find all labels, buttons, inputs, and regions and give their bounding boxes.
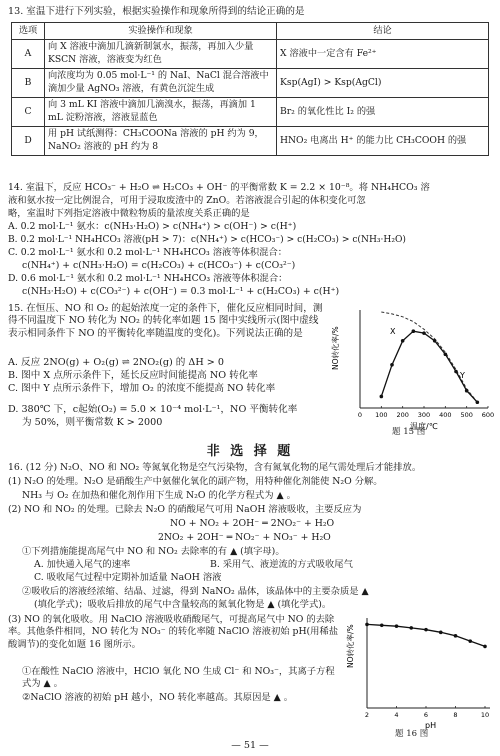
q16-xlabel: pH [425, 721, 437, 730]
q16-caption: 题 16 图 [395, 729, 429, 739]
q14-option-d: D. 0.6 mol·L⁻¹ 氨水和 0.2 mol·L⁻¹ NH₄HCO₃ 溶液等体积混合： [8, 273, 288, 284]
q16-sub1-option-a: A. 加快通入尾气的速率 [34, 559, 131, 570]
q16-ylabel: NO转化率/% [346, 624, 355, 668]
q16-x-tick-label: 6 [423, 711, 429, 719]
q14-stem-line2: 液和氨水按一定比例混合，可用于浸取废渣中的 ZnO。若溶液混合引起的体积变化可忽 [8, 195, 366, 206]
q15-data-point [390, 363, 394, 367]
q13-row-c-option: C [12, 98, 45, 127]
q16-data-point [395, 624, 399, 628]
q14-option-a: A. 0.2 mol·L⁻¹ 氨水：c(NH₃·H₂O) > c(NH₄⁺) > c(OH⁻) > c(H⁺) [8, 221, 297, 232]
q15-x-tick-label: 300 [417, 411, 431, 419]
q15-data-point [380, 395, 384, 399]
q15-stem: 15. 在恒压、NO 和 O₂ 的起始浓度一定的条件下，催化反应相同时间，测得不同温度下 NO 转化为 NO₂ 的转化率如题 15 图中实线所示(图中虚线表示相同条件下 NO 的平衡转化率随温度的变化)。下列说法正确的是 [8, 303, 323, 339]
q16-part1-line1: (1) N₂O 的处理。N₂O 是硝酸生产中氨催化氧化的副产物，用特种催化剂能使 N₂O 分解。 [8, 476, 383, 487]
q13-header-operation: 实验操作和现象 [45, 23, 277, 40]
q16-sub1: ①下列措施能提高尾气中 NO 和 NO₂ 去除率的有 ▲ (填字母)。 [22, 546, 285, 557]
q13-row-b [12, 69, 489, 98]
q13-row-c-operation: 向 3 mL KI 溶液中滴加几滴溴水，振荡，再滴加 1 mL 淀粉溶液，溶液显蓝色 [45, 98, 277, 127]
q15-point-x-label: X [390, 327, 396, 336]
page-number: — 51 — [231, 740, 269, 751]
q13-header-conclusion: 结论 [277, 23, 489, 40]
q16-data-point [424, 628, 428, 632]
q14-stem-line3: 略，室温时下列指定溶液中微粒物质的量浓度关系正确的是 [8, 208, 250, 219]
q13-row-d-operation: 用 pH 试纸测得：CH₃COONa 溶液的 pH 约为 9，NaNO₂ 溶液的 pH 约为 8 [45, 127, 277, 156]
q16-sub3-2: ②NaClO 溶液的初始 pH 越小，NO 转化率越高。其原因是 ▲ 。 [22, 692, 294, 703]
q13-row-d-option: D [12, 127, 45, 156]
q16-stem: 16. (12 分) N₂O、NO 和 NO₂ 等氮氧化物是空气污染物，含有氮氧化物的尾气需处理后才能排放。 [8, 462, 422, 473]
q15-x-tick-label: 200 [396, 411, 409, 419]
q16-conversion-line [367, 624, 485, 646]
q16-part1-line2: NH₃ 与 O₂ 在加热和催化剂作用下生成 N₂O 的化学方程式为 ▲ 。 [22, 490, 296, 501]
q13-row-b-conclusion: Ksp(AgI) > Ksp(AgCl) [277, 69, 489, 98]
q15-option-a: A. 反应 2NO(g) + O₂(g) ⇌ 2NO₂(g) 的 ΔH > 0 [8, 357, 224, 368]
q15-x-tick-label: 400 [439, 411, 452, 419]
q16-sub1-option-c: C. 吸收尾气过程中定期补加适量 NaOH 溶液 [34, 572, 222, 583]
q13-row-b-option: B [12, 69, 45, 98]
q15-option-c: C. 图中 Y 点所示条件下，增加 O₂ 的浓度不能提高 NO 转化率 [8, 383, 276, 394]
q13-stem: 13. 室温下进行下列实验，根据实验操作和现象所得到的结论正确的是 [8, 6, 305, 17]
q14-option-c-equation: c(NH₄⁺) + c(NH₃·H₂O) = c(H₂CO₃) + c(HCO₃⁻) + c(CO₃²⁻) [22, 260, 296, 271]
q15-data-point [465, 389, 469, 393]
q13-row-a [12, 40, 489, 69]
q15-x-tick-label: 600 [481, 411, 495, 419]
q15-caption: 题 15 图 [392, 427, 426, 437]
q13-table [11, 22, 489, 156]
q13-row-a-option: A [12, 40, 45, 69]
q14-option-b: B. 0.2 mol·L⁻¹ NH₄HCO₃ 溶液(pH > 7)：c(NH₄⁺) > c(HCO₃⁻) > c(H₂CO₃) > c(NH₃·H₂O) [8, 235, 406, 245]
q13-row-d-conclusion: HNO₂ 电离出 H⁺ 的能力比 CH₃COOH 的强 [277, 127, 489, 156]
q16-data-point [439, 631, 443, 635]
q13-row-c [12, 98, 489, 127]
q13-row-d [12, 127, 489, 156]
q15-data-point [433, 339, 437, 343]
q16-data-point [380, 623, 384, 627]
q15-data-point [454, 370, 458, 374]
q14-option-c: C. 0.2 mol·L⁻¹ 氨水和 0.2 mol·L⁻¹ NH₄HCO₃ 溶液等体积混合： [8, 247, 288, 258]
q16-part3: (3) NO 的氧化吸收。用 NaClO 溶液吸收硝酸尾气，可提高尾气中 NO 的去除率。其他条件相同，NO 转化为 NO₃⁻ 的转化率随 NaClO 溶液初始 pH(用稀盐酸调节)的变化如题 16 图所示。 [8, 614, 339, 650]
q15-point-y-label: Y [460, 371, 465, 380]
q16-data-point [365, 623, 369, 627]
q15-x-tick-label: 100 [375, 411, 388, 419]
q15-data-point [412, 329, 416, 333]
q15-option-b: B. 图中 X 点所示条件下，延长反应时间能提高 NO 转化率 [8, 370, 258, 381]
q13-header-option: 选项 [12, 23, 45, 40]
q15-xlabel: 温度/℃ [410, 422, 438, 431]
q16-data-point [409, 626, 413, 630]
q13-row-a-operation: 向 X 溶液中滴加几滴新制氯水，振荡，再加入少量 KSCN 溶液，溶液变为红色 [45, 40, 277, 69]
q15-option-d: D. 380℃ 下，c起始(O₂) = 5.0 × 10⁻⁴ mol·L⁻¹，NO 平衡转化率 [8, 404, 298, 415]
q15-data-point [422, 331, 426, 335]
q13-row-a-conclusion: X 溶液中一定含有 Fe²⁺ [277, 40, 489, 69]
q15-data-point [444, 352, 448, 356]
q15-data-point [476, 400, 480, 404]
q16-sub2-line2: (填化学式)；吸收后排放的尾气中含量较高的氮氧化物是 ▲ (填化学式)。 [34, 599, 332, 610]
q13-header-row [12, 23, 489, 40]
q15-x-tick-label: 500 [460, 411, 473, 419]
q15-data-point [401, 339, 405, 343]
q15-x-tick-label: 0 [357, 411, 363, 419]
q16-sub1-option-b: B. 采用气、液逆流的方式吸收尾气 [210, 559, 353, 570]
section-title: 非 选 择 题 [206, 444, 294, 459]
q15-chart [330, 300, 495, 440]
q16-data-point [468, 639, 472, 643]
q15-conversion-solid-line [381, 331, 477, 402]
q13-row-c-conclusion: Br₂ 的氧化性比 I₂ 的强 [277, 98, 489, 127]
q16-x-tick-label: 2 [364, 711, 370, 719]
q15-option-d-cont: 为 50%，则平衡常数 K > 2000 [22, 417, 163, 428]
q16-part2-intro: (2) NO 和 NO₂ 的处理。已除去 N₂O 的硝酸尾气可用 NaOH 溶液吸收，主要反应为 [8, 504, 362, 515]
q15-ylabel: NO转化率/% [331, 326, 340, 370]
q16-equation-2: 2NO₂ + 2OH⁻ ═ NO₂⁻ + NO₃⁻ + H₂O [158, 532, 331, 543]
q16-chart [345, 610, 495, 730]
q16-sub2-line1: ②吸收后的溶液经浓缩、结晶、过滤，得到 NaNO₂ 晶体，该晶体中的主要杂质是 ▲ [22, 586, 369, 597]
q16-sub3-1: ①在酸性 NaClO 溶液中，HClO 氧化 NO 生成 Cl⁻ 和 NO₃⁻，其离子方程式为 ▲ 。 [22, 666, 335, 690]
q13-row-b-operation: 向浓度均为 0.05 mol·L⁻¹ 的 NaI、NaCl 混合溶液中滴加少量 AgNO₃ 溶液，有黄色沉淀生成 [45, 69, 277, 98]
q14-option-d-equation: c(NH₃·H₂O) + c(CO₃²⁻) + c(OH⁻) = 0.3 mol·L⁻¹ + c(H₂CO₃) + c(H⁺) [22, 286, 340, 297]
q16-x-tick-label: 4 [394, 711, 399, 719]
q16-equation-1: NO + NO₂ + 2OH⁻ ═ 2NO₂⁻ + H₂O [170, 518, 335, 529]
q16-x-tick-label: 10 [480, 711, 490, 719]
q16-data-point [483, 645, 487, 649]
q14-stem-line1: 14. 室温下，反应 HCO₃⁻ + H₂O ⇌ H₂CO₃ + OH⁻ 的平衡常数 K = 2.2 × 10⁻⁸。将 NH₄HCO₃ 溶 [8, 182, 430, 193]
q16-x-tick-label: 8 [453, 711, 458, 719]
q16-data-point [454, 634, 458, 638]
